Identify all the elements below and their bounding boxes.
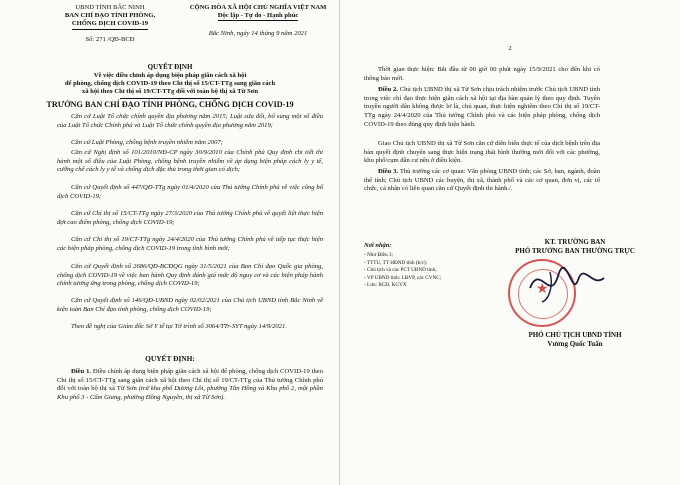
article-3-text: Thủ trưởng các cơ quan: Văn phòng UBND tỉnh; các Sở, ban, ngành, đoàn thể tỉnh; Chủ tịch UBND các huyện, thị xã, thành phố và các cơ quan, đơn vị, các tổ chức, cá nhân có liên quan căn cứ Quyết định thi hành./. (364, 168, 601, 193)
org-line-2: BAN CHỈ ĐẠO TỈNH PHÒNG, (64, 12, 156, 20)
preamble-item: Căn cứ Quyết định số 146/QĐ-UBND ngày 02/02/2021 của Chủ tịch UBND tỉnh Bắc Ninh về kiện toàn Ban Chỉ đạo tỉnh phòng, chống dịch COVID-19; (57, 297, 323, 313)
decision-heading: QUYẾT ĐỊNH: (145, 354, 195, 363)
recipients-list (364, 252, 484, 290)
sign-role-2: PHÓ TRƯỞNG BAN THƯỜNG TRỰC (515, 247, 635, 255)
signer-name: Vương Quốc Tuấn (547, 340, 603, 348)
preamble-item: Căn cứ Quyết định số 447/QĐ-TTg ngày 01/4/2020 của Thủ tướng Chính phủ về việc công bố dịch COVID-19; (57, 184, 323, 200)
recipient-item: - TTTU, TT HĐND tỉnh (b/c); (364, 259, 428, 266)
article-3 (364, 168, 600, 194)
subject-line-2: để phòng, chống dịch COVID-19 theo Chỉ thị số 15/CT-TTg sang giãn cách (64, 80, 276, 87)
recipient-item: - Như Điều 3; (364, 252, 393, 258)
decision-title: QUYẾT ĐỊNH (147, 63, 193, 71)
signer-title: PHÓ CHỦ TỊCH UBND TỈNH (528, 331, 622, 339)
article-1 (57, 368, 323, 403)
recipient-item: - VP UBND tỉnh: LĐVP, các CVNC; (364, 274, 442, 281)
issuing-authority (50, 4, 170, 44)
article-2 (364, 86, 600, 130)
document-number: Số: 271 /QĐ-BCĐ (85, 35, 135, 43)
document-page-2 (340, 0, 680, 485)
page-number: 2 (508, 45, 512, 52)
stamp-star-icon: ★ (536, 282, 549, 297)
title-underline (120, 98, 220, 99)
national-motto (178, 4, 338, 39)
recipients-title: Nơi nhận: (364, 242, 392, 249)
article-3-label: Điều 3. (378, 168, 399, 175)
article-2-label: Điều 2. (378, 86, 398, 93)
article-1-label: Điều 1. (71, 368, 92, 375)
subject-line-3: xã hội theo Chỉ thị số 19/CT-TTg đối với toàn bộ thị xã Từ Sơn (81, 88, 259, 95)
article-1-text: Điều chỉnh áp dụng biện pháp giãn cách xã hội để phòng, chống dịch COVID-19 theo Chỉ thị số 15/CT-TTg sang giãn cách xã hội theo Chỉ thị số 19/CT-TTg của Thủ tướng Chính phủ đối với toàn bộ thị xã Từ Sơn (57, 368, 324, 393)
preamble-item: Theo đề nghị của Giám đốc Sở Y tế tại Tờ trình số 3064/TTr-SYT ngày 14/9/2021. (71, 323, 287, 330)
preamble-item: Căn cứ Luật Tổ chức chính quyền địa phương năm 2015; Luật sửa đổi, bổ sung một số điều của Luật Tổ chức Chính phủ và Luật Tổ chức chính quyền địa phương năm 2019; (57, 113, 323, 129)
sign-role-1: KT. TRƯỞNG BAN (544, 238, 606, 246)
preamble-item: Căn cứ Nghị định số 101/2010/NĐ-CP ngày 30/9/2010 của Chính phủ Quy định chi tiết thi hành một số điều của Luật Phòng, chống bệnh truyền nhiễm về áp dụng biện pháp cách ly y tế, cưỡng chế cách ly y tế và chống dịch đặc thù trong thời gian có dịch; (57, 149, 323, 174)
nation-line-2: Độc lập - Tự do - Hạnh phúc (218, 12, 299, 21)
article-1-exception: (trừ khu phố Dương Lôi, phường Tân Hồng và Khu phố 2, một phần Khu phố 3 - Cẩm Giang, phường Đồng Nguyên, thị xã Từ Sơn). (57, 385, 323, 402)
preamble-item: Căn cứ Chỉ thị số 15/CT-TTg ngày 27/3/2020 của Thủ tướng Chính phủ về quyết liệt thực hiện đợt cao điểm phòng, chống dịch COVID-19; (57, 210, 323, 226)
handwritten-signature (520, 258, 610, 308)
org-line-1: UBND TỈNH BẮC NINH (75, 4, 145, 11)
article-2-assignment: Giao Chủ tịch UBND thị xã Từ Sơn căn cứ diễn biến thực tế của dịch bệnh trên địa bàn quyết định chuyển sang thực hiện trạng thái bình thường mới đối với các phường, khu phố/cụm dân cư nêu ở điều kiện. (364, 140, 600, 165)
preamble-item: Căn cứ Quyết định số 2686/QĐ-BCĐQG ngày 31/5/2021 của Ban Chỉ đạo Quốc gia phòng, chống dịch COVID-19 về việc ban hành Quy định đánh giá mức độ nguy cơ và các biện pháp hành chính tương ứng trong phòng, chống dịch COVID-19; (57, 263, 323, 288)
subject-line-1: Về việc điều chỉnh áp dụng biện pháp giãn cách xã hội (93, 72, 247, 79)
preamble-item: Căn cứ Chỉ thị số 19/CT-TTg ngày 24/4/2020 của Thủ tướng Chính phủ về tiếp tục thực hiện các biện pháp phòng, chống dịch COVID-19 trong tình hình mới; (57, 236, 323, 252)
org-line-3: CHỐNG DỊCH COVID-19 (72, 20, 148, 29)
preamble-item: Căn cứ Luật Phòng, chống bệnh truyền nhiễm năm 2007; (71, 139, 223, 146)
article-2-text: Chủ tịch UBND thị xã Từ Sơn chịu trách nhiệm trước Chủ tịch UBND tỉnh trong việc chỉ đạo thực hiện giãn cách xã hội tại địa bàn quản lý theo quy định. Tuyên truyền người dân không được lơ là, chủ quan, thực hiện nghiêm theo Chỉ thị số 19/CT-TTg ngày 24/4/2020 của Thủ tướng Chính phủ và các biện pháp phòng, chống dịch COVID-19 theo đúng quy định hiện hành. (364, 86, 601, 128)
authority-heading: TRƯỞNG BAN CHỈ ĐẠO TỈNH PHÒNG, CHỐNG DỊCH COVID-19 (46, 100, 294, 109)
effective-time: Thời gian thực hiện: Bắt đầu từ 00 giờ 00 phút ngày 15/9/2021 cho đến khi có thông báo mới. (364, 66, 600, 82)
nation-line-1: CỘNG HÒA XÃ HỘI CHỦ NGHĨA VIỆT NAM (189, 4, 327, 11)
place-date: Bắc Ninh, ngày 14 tháng 9 năm 2021 (208, 30, 308, 38)
recipient-item: - Chủ tịch và các PCT UBND tỉnh; (364, 267, 437, 274)
recipient-item: - Lưu: BCĐ, KGVX (364, 282, 407, 289)
